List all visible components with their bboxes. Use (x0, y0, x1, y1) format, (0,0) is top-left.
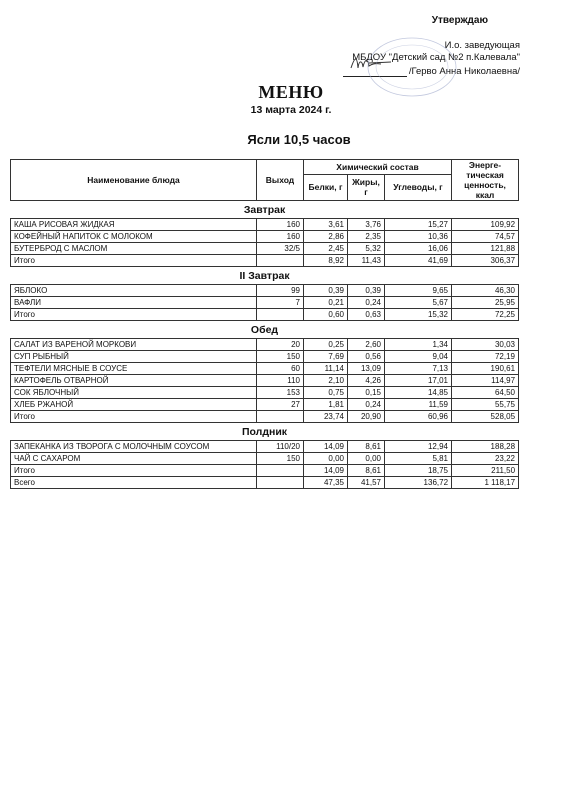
section-header (11, 423, 519, 441)
value-cell: 528,05 (452, 411, 519, 423)
value-cell: 0,56 (348, 351, 385, 363)
value-cell: 14,09 (304, 441, 348, 453)
value-cell: 1,34 (385, 339, 452, 351)
dish-cell: КОФЕЙНЫЙ НАПИТОК С МОЛОКОМ (11, 231, 257, 243)
approval-position: И.о. заведующая (444, 40, 520, 51)
value-cell: 11,14 (304, 363, 348, 375)
value-cell: 306,37 (452, 255, 519, 267)
dish-cell: СОК ЯБЛОЧНЫЙ (11, 387, 257, 399)
dish-cell: ВАФЛИ (11, 297, 257, 309)
value-cell: 20 (257, 339, 304, 351)
value-cell: 0,60 (304, 309, 348, 321)
table-row (11, 219, 519, 231)
dish-cell: ТЕФТЕЛИ МЯСНЫЕ В СОУСЕ (11, 363, 257, 375)
approval-organization: МБДОУ "Детский сад №2 п.Калевала" (352, 52, 520, 63)
header-carbs: Углеводы, г (385, 174, 452, 200)
table-row (11, 363, 519, 375)
section-title: Полдник (11, 423, 519, 441)
dish-cell: Итого (11, 255, 257, 267)
value-cell: 15,27 (385, 219, 452, 231)
value-cell: 121,88 (452, 243, 519, 255)
value-cell: 41,69 (385, 255, 452, 267)
value-cell: 72,25 (452, 309, 519, 321)
value-cell: 55,75 (452, 399, 519, 411)
value-cell: 0,00 (348, 453, 385, 465)
value-cell: 2,86 (304, 231, 348, 243)
value-cell: 5,32 (348, 243, 385, 255)
value-cell: 13,09 (348, 363, 385, 375)
value-cell: 0,24 (348, 399, 385, 411)
total-row (11, 465, 519, 477)
table-row (11, 375, 519, 387)
total-row (11, 255, 519, 267)
table-row (11, 399, 519, 411)
value-cell: 11,43 (348, 255, 385, 267)
value-cell: 18,75 (385, 465, 452, 477)
total-row (11, 411, 519, 423)
section-title: Завтрак (11, 201, 519, 219)
value-cell: 3,76 (348, 219, 385, 231)
value-cell: 3,61 (304, 219, 348, 231)
value-cell: 114,97 (452, 375, 519, 387)
table-row (11, 297, 519, 309)
dish-cell: СУП РЫБНЫЙ (11, 351, 257, 363)
value-cell: 16,06 (385, 243, 452, 255)
value-cell: 25,95 (452, 297, 519, 309)
value-cell: 110/20 (257, 441, 304, 453)
value-cell: 60,96 (385, 411, 452, 423)
total-row (11, 477, 519, 489)
value-cell: 2,60 (348, 339, 385, 351)
value-cell: 0,25 (304, 339, 348, 351)
value-cell (257, 255, 304, 267)
value-cell: 0,39 (348, 285, 385, 297)
group-title: Ясли 10,5 часов (247, 132, 351, 147)
value-cell: 23,22 (452, 453, 519, 465)
value-cell: 27 (257, 399, 304, 411)
value-cell: 7,13 (385, 363, 452, 375)
value-cell: 20,90 (348, 411, 385, 423)
header-dish: Наименование блюда (11, 160, 257, 201)
section-title: Обед (11, 321, 519, 339)
menu-table (10, 159, 519, 489)
value-cell: 14,09 (304, 465, 348, 477)
value-cell: 160 (257, 219, 304, 231)
dish-cell: КАРТОФЕЛЬ ОТВАРНОЙ (11, 375, 257, 387)
table-row (11, 339, 519, 351)
value-cell: 7,69 (304, 351, 348, 363)
value-cell: 150 (257, 351, 304, 363)
value-cell: 10,36 (385, 231, 452, 243)
menu-body (11, 201, 519, 489)
value-cell: 1,81 (304, 399, 348, 411)
value-cell: 0,15 (348, 387, 385, 399)
value-cell: 64,50 (452, 387, 519, 399)
value-cell: 14,85 (385, 387, 452, 399)
table-row (11, 231, 519, 243)
approval-heading: Утверждаю (431, 15, 488, 26)
value-cell: 160 (257, 231, 304, 243)
value-cell: 32/5 (257, 243, 304, 255)
value-cell: 4,26 (348, 375, 385, 387)
value-cell: 46,30 (452, 285, 519, 297)
value-cell: 5,67 (385, 297, 452, 309)
value-cell: 1 118,17 (452, 477, 519, 489)
dish-cell: ЗАПЕКАНКА ИЗ ТВОРОГА С МОЛОЧНЫМ СОУСОМ (11, 441, 257, 453)
dish-cell: Итого (11, 411, 257, 423)
value-cell: 0,21 (304, 297, 348, 309)
dish-cell: Всего (11, 477, 257, 489)
value-cell: 2,45 (304, 243, 348, 255)
value-cell: 12,94 (385, 441, 452, 453)
dish-cell: ЧАЙ С САХАРОМ (11, 453, 257, 465)
value-cell: 188,28 (452, 441, 519, 453)
section-header (11, 267, 519, 285)
header-energy: Энерге-тическая ценность, ккал (452, 160, 519, 201)
value-cell: 0,75 (304, 387, 348, 399)
document-title: МЕНЮ (258, 82, 324, 102)
value-cell: 8,92 (304, 255, 348, 267)
header-chem: Химический состав (304, 160, 452, 175)
dish-cell: ХЛЕБ РЖАНОЙ (11, 399, 257, 411)
value-cell: 190,61 (452, 363, 519, 375)
value-cell: 23,74 (304, 411, 348, 423)
value-cell: 72,19 (452, 351, 519, 363)
approval-name: /Герво Анна Николаевна/ (408, 66, 520, 77)
value-cell: 7 (257, 297, 304, 309)
table-row (11, 453, 519, 465)
dish-cell: Итого (11, 465, 257, 477)
value-cell: 0,24 (348, 297, 385, 309)
header-protein: Белки, г (304, 174, 348, 200)
value-cell: 150 (257, 453, 304, 465)
value-cell (257, 309, 304, 321)
table-row (11, 243, 519, 255)
value-cell: 0,00 (304, 453, 348, 465)
section-header (11, 201, 519, 219)
section-title: II Завтрак (11, 267, 519, 285)
value-cell: 8,61 (348, 465, 385, 477)
value-cell: 110 (257, 375, 304, 387)
total-row (11, 309, 519, 321)
value-cell: 5,81 (385, 453, 452, 465)
dish-cell: Итого (11, 309, 257, 321)
dish-cell: САЛАТ ИЗ ВАРЕНОЙ МОРКОВИ (11, 339, 257, 351)
value-cell: 211,50 (452, 465, 519, 477)
value-cell (257, 465, 304, 477)
value-cell: 30,03 (452, 339, 519, 351)
value-cell: 17,01 (385, 375, 452, 387)
value-cell: 0,63 (348, 309, 385, 321)
value-cell: 2,10 (304, 375, 348, 387)
value-cell: 153 (257, 387, 304, 399)
value-cell (257, 411, 304, 423)
dish-cell: БУТЕРБРОД С МАСЛОМ (11, 243, 257, 255)
value-cell: 0,39 (304, 285, 348, 297)
section-header (11, 321, 519, 339)
value-cell: 15,32 (385, 309, 452, 321)
value-cell: 60 (257, 363, 304, 375)
value-cell: 41,57 (348, 477, 385, 489)
dish-cell: КАША РИСОВАЯ ЖИДКАЯ (11, 219, 257, 231)
table-row (11, 285, 519, 297)
value-cell: 47,35 (304, 477, 348, 489)
value-cell: 99 (257, 285, 304, 297)
value-cell: 9,04 (385, 351, 452, 363)
table-row (11, 441, 519, 453)
header-fat: Жиры, г (348, 174, 385, 200)
value-cell: 74,57 (452, 231, 519, 243)
menu-date: 13 марта 2024 г. (250, 104, 332, 116)
value-cell (257, 477, 304, 489)
table-row (11, 387, 519, 399)
dish-cell: ЯБЛОКО (11, 285, 257, 297)
value-cell: 8,61 (348, 441, 385, 453)
table-row (11, 351, 519, 363)
value-cell: 11,59 (385, 399, 452, 411)
header-output: Выход (257, 160, 304, 201)
value-cell: 2,35 (348, 231, 385, 243)
value-cell: 109,92 (452, 219, 519, 231)
value-cell: 9,65 (385, 285, 452, 297)
value-cell: 136,72 (385, 477, 452, 489)
